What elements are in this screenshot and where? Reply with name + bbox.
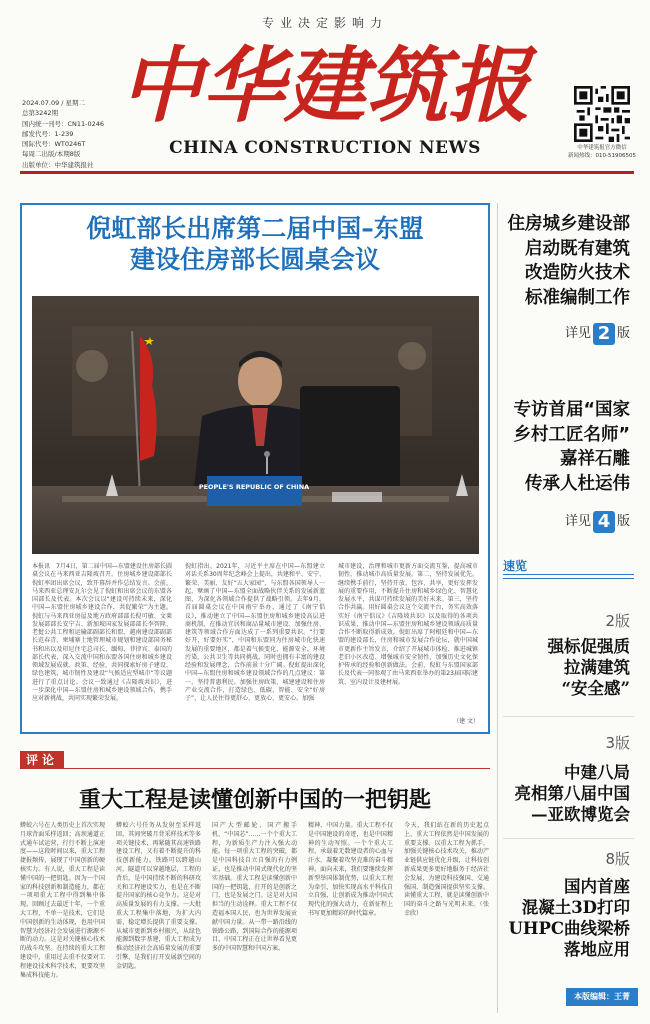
lead-column-3: 城市建设，治理和城市更新方面交流互鉴，提高城市韧性，推动城市高质量发展。第二，坚持发展优先。继续携手前行，坚持开放、包容、共享，更好发挥发展的重要作用，不断提升住房和城乡绿色化、智慧化发展水平，共谋可持续发展的美好未来。第三，坚持合作共赢。用好圆桌会议这个交流平台，务实高效落实好《南宁倡议》《吉隆坡共识》以及取得的各项共识成果，推动中国—东盟住房和城乡建设领域高质量合作不断取得新成效。倪虹出席了阿根廷和中国—东盟的建设部长，住房和城市发展合作论坛，就中国城市更新作主旨发言，介绍了开展城市体检、推进城镇老旧小区改造、增强城市安全韧性，加强历史文化保护传承的经验和创新做法。会前，倪虹与东盟国家部长及代表一同参观了由马来西亚举办的第23届国际建筑、室内设计及建材展。 [338, 563, 478, 686]
right-story-1-line1: 住房城乡建设部 [507, 214, 630, 234]
see-suffix: 版 [616, 514, 630, 529]
publisher: 出版单位：中华建筑报社 [22, 160, 94, 169]
brief-1-line2: 拉满建筑 [564, 658, 630, 677]
right-story-2-page-link[interactable] [565, 510, 630, 533]
page-number-badge: 2 [593, 323, 615, 345]
lead-byline: （建 文） [453, 718, 479, 725]
see-prefix: 详见 [564, 514, 591, 529]
brief-3-line4: 落地应用 [564, 940, 630, 959]
brief-3-page: 8版 [605, 850, 630, 868]
brief-1-headline[interactable] [548, 636, 631, 699]
brief-1-line3: “安全感” [561, 679, 630, 698]
commentary-column-4: 精神、中国力量。重大工程不仅是中国建设的奇迹，也是中国精神的生动写照。一个个重大工程，承载着无数建设者的心血与汗水，凝聚着攻坚克难的奋斗精神。面向未来，我们要继续发挥新型举国体制优势，以重大工程为牵引，加快实现高水平科技自立自强，让创新成为推动中国式现代化的强大动力，在新征程上书写更加精彩的时代篇章。 [308, 822, 393, 917]
lead-column-1: 本报讯 7月4日，第二届中国—东盟建设住房部长圆桌会议在马来西亚吉隆坡召开。住房城乡建设部部长倪虹率团出席会议，致开幕辞并作总结发言。会前，马来西亚总理安瓦尔会见了倪虹和出席会议的东盟各国部长及代表。本次会议以“建设可持续未来，深化中国—东盟住房城乡建设合作，共促繁荣”为主题。倪虹与马来西亚房屋及地方政府部部长倪可敏、文莱发展部部长安宁吉、新加坡国家发展部部长李智陞、老挝公共工程和运输部副部长和盟、越南建设部副部长范春青、柬埔寨土地管理城市规划和建设部国务秘书和出以及印尼住宅总司长、缅甸、菲律宾、泰国的部长代表，深入交流中国和东盟各国住房和城乡建设领域发展成就、政策、经验，共同探索好房子建设、绿色建筑、城市韧性及建设“气候适应型城市”等议题进行了重点讨论。会议一致通过《吉隆坡共识》，进一步深化中国—东盟住房和城乡建设领域合作，携手应对新挑战，共同实现繁荣发展。 [32, 563, 172, 702]
masthead-slogan: 专业决定影响力 [261, 16, 388, 30]
commentary-column-3: 国产大型邮轮、国产搬手机、“中国芯”……一个个重大工程，为新质生产力注入强大动能。每一项重大工程的突破，都是中国科技自立自强的有力例证，也是推动中国式现代化的坚实基础。重大工程是读懂创新中国的一把钥匙，打开的是创新之门，也是发展之门。这是对大国担当的生动诠释。重大工程不仅造福本国人民，也为世界发展贡献中国力量。从一带一路沿线的铁路公路，到国际合作的能源项目，中国工程正在让世界看见更多的中国智慧和中国方案。 [212, 822, 297, 953]
brief-1-page: 2版 [605, 612, 630, 630]
brief-2-line2: 亮相第八届中国 [514, 784, 630, 803]
brief-2-headline[interactable] [515, 762, 631, 825]
commentary-column-2: 蟒蛟六号任务从发射至采样返回，其间突破月背采样技术等多项关键技术，再紧随其高速铁路建设工程，又有着不断提升的科技创新能力。铁路可以跨越山河，隧道可以穿越地层，工程的背后，是中国持续不断的科研攻关和工程建设实力，也是在不断提升国家的核心竞争力。这是对高质量发展的有力支撑。一大批重大工程集中落地，为扩大内需、稳定增长提供了重要支撑。从城市更新到乡村振兴，从绿色能源到数字基建，重大工程成为推动经济社会高质量发展的重要引擎，是我们打开发展新空间的金钥匙。 [116, 822, 201, 970]
lead-headline-line1: 倪虹部长出席第二届中国–东盟 [86, 214, 424, 243]
svg-text:中华建筑报: 中华建筑报 [120, 38, 530, 134]
see-prefix: 详见 [564, 326, 591, 341]
commentary-tag: 评论 [20, 751, 64, 769]
brief-divider-2 [503, 838, 634, 839]
commentary-column-5: 今天，我们站在新的历史起点上，重大工程依然是中国发展的重要支撑。以重大工程为抓手，加强关键核心技术攻关，推动产业链供应链优化升级，让科技创新成果更多更好地服务于经济社会发展，为建设科技强国、交通强国、制造强国提供坚实支撑。读懂重大工程，就是读懂创新中国的奋斗之路与光明未来。（张幸欣） [404, 822, 489, 917]
brief-3-headline[interactable] [508, 876, 630, 960]
brief-2-line1: 中建八局 [564, 763, 630, 782]
masthead-divider [20, 171, 634, 174]
commentary-rule [64, 768, 490, 769]
commentary-column-1: 蟒蛟六号在人类历史上首次实现月球背面采样返回；高坝通道正式通车试运营，行行不断上演速度——这段时间以来，重大工程捷报频传，展现了中国创新的硬核实力。有人说，重大工程是读懂中国的一把钥匙。因为一个国家的科技创新和制造能力，都在一项项重大工程中得到集中体现。回顾过去最近十年，一个重大工程，不单一是技术，它们是中国创新的生动体现，也用中国智慧为经济社会发展进行源源不断的动力。这是对关键核心技术的战斗攻坚。在持续的重大工程建设中，重用过去重不仅要对工程建设技术科学技术，更要攻坚集成科技能力。 [20, 822, 105, 979]
issue-date: 2024.07.09 / 星期二 [22, 99, 86, 107]
brief-1-line1: 强标促强质 [547, 637, 630, 656]
right-story-2-line1: 专访首届“国家 [513, 400, 630, 420]
lead-headline-line2: 建设住房部长圆桌会议 [129, 245, 380, 274]
qr-code-icon [574, 86, 630, 142]
right-story-1-line4: 标准编制工作 [525, 287, 630, 308]
intl-code: 国际代号：WT0246T [22, 140, 86, 149]
brief-divider-1 [503, 716, 634, 717]
brief-3-line2: 混凝土3D打印 [521, 898, 630, 917]
brief-3-line3: UHPC曲线梁桥 [508, 919, 630, 938]
quick-view-rule [503, 574, 634, 575]
commentary-body [20, 822, 490, 1010]
quick-view-label: 速览 [503, 559, 528, 573]
brief-2-line3: —亚欧博览会 [531, 805, 630, 824]
issue-total: 总第3242期 [22, 109, 59, 118]
news-hotline: 新闻热线：010-51906505 [568, 153, 636, 159]
lead-article-body [32, 563, 479, 729]
lead-headline[interactable] [20, 213, 490, 275]
right-story-1-headline[interactable] [508, 212, 631, 310]
publish-info: 每周二出版/本期8版 [22, 150, 81, 159]
qr-caption-text: 中华建筑报官方微信 [577, 145, 627, 151]
cn-code: 国内统一刊号：CN11-0246 [22, 119, 105, 128]
right-story-2-line3: 嘉祥石雕 [560, 449, 630, 469]
svg-text:PEOPLE'S REPUBLIC OF CHINA: PEOPLE'S REPUBLIC OF CHINA [198, 483, 310, 491]
see-suffix: 版 [616, 326, 630, 341]
right-story-1-line2: 启动既有建筑 [525, 238, 630, 259]
lead-photo-image [32, 296, 479, 554]
post-code: 邮发代号：1-239 [22, 129, 74, 138]
right-story-1-page-link[interactable] [565, 322, 630, 345]
qr-caption [560, 144, 644, 160]
right-story-2-headline[interactable] [513, 398, 630, 496]
right-story-1-line3: 改造防火技术 [525, 263, 630, 283]
brief-2-page: 3版 [605, 734, 630, 752]
right-story-2-line2: 乡村工匠名师” [513, 424, 630, 445]
lead-column-2: 倪虹指出，2021年，习近平主席在中国—东盟建立对话关系30周年纪念峰会上提出，共建和平、安宁、繁荣、美丽、友好“五大家园”，与东盟各国领导人一起，擘画了中国—东盟全面战略伙伴关系的发展新蓝图，为深化各领域合作提供了战略引领。去年9月，首届圆桌会议在中国南宁举办，通过了《南宁倡议》，推动建立了中国—东盟住房和城乡建设高层进商机制，在推动宜居和商品量城市建设、加强住房、建筑等领域合作方面达成了一系列重要共识。“行要好开，好要好实”，中国和东盟同为住房城市化快速发展的重要地区，都是着气候变化、能源安全、环境污染、公共卫生等共同挑战，同时也拥有丰富的建设经验和发展理念，合作前景十分广阔。倪虹提出深化中国—东盟住房和城乡建设领域合作的几点建议：第一，坚持普惠利民。加强住房政策、城建建设和住房产业交流合作，打造绿色、低碳、智能、安全“好房子”，让人民住得更舒心、更放心、更安心。加强 [185, 563, 325, 702]
commentary-headline[interactable]: 重大工程是读懂创新中国的一把钥匙 [78, 788, 431, 813]
page-editor-badge: 本版编辑：王菁 [566, 988, 638, 1006]
quick-view-rule-2 [503, 578, 634, 579]
newspaper-logo [120, 30, 530, 134]
masthead-english-name: CHINA CONSTRUCTION NEWS [169, 138, 481, 158]
lead-photo[interactable] [32, 296, 479, 554]
brief-3-line1: 国内首座 [564, 877, 630, 896]
column-divider [497, 203, 498, 1013]
masthead-meta [22, 98, 104, 170]
page-number-badge: 4 [593, 511, 615, 533]
right-story-2-line4: 传承人杜运伟 [525, 473, 630, 494]
